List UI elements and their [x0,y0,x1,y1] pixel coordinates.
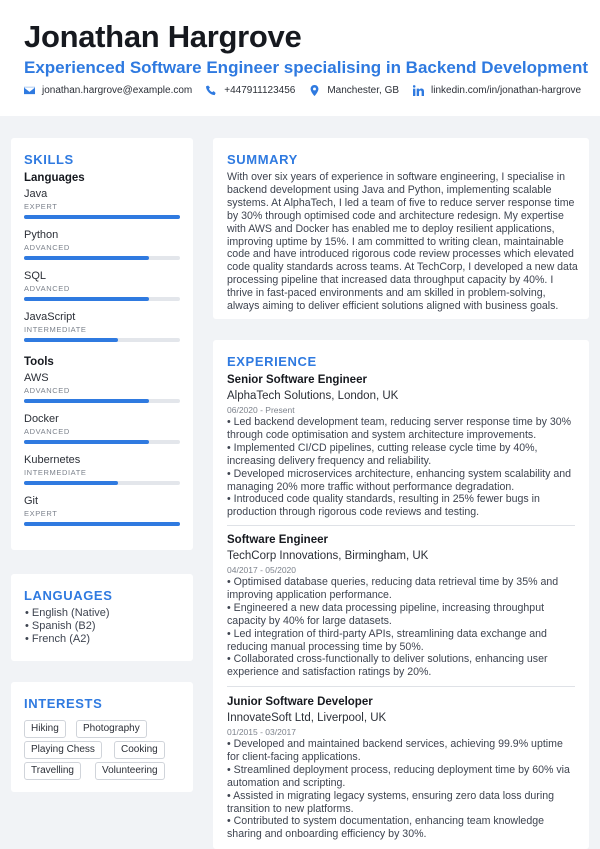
interest-tag: Volunteering [95,762,165,780]
skill-bar [24,297,180,301]
experience-card [213,340,589,849]
job-dates: 06/2020 - Present [227,405,295,415]
list-item: • Led backend development team, reducing server response time by 30% through code optimisation and system architecture improvements. [227,416,572,441]
skill-level: INTERMEDIATE [24,468,87,477]
contact-email-text: jonathan.hargrove@example.com [42,85,193,96]
job-entry [227,533,577,679]
skill-bar-fill [24,522,180,526]
skill-bar-fill [24,215,180,219]
skill-item [24,372,180,403]
list-item: • English (Native) [25,607,110,619]
skill-level: ADVANCED [24,427,70,436]
list-item: • Implemented CI/CD pipelines, cutting release cycle time by 40%, increasing delivery frequency and reliability. [227,441,538,467]
job-company: TechCorp Innovations, Birmingham, UK [227,550,429,562]
job-title: Senior Software Engineer [227,374,367,386]
job-title: Software Engineer [227,534,328,546]
job-dates: 01/2015 - 03/2017 [227,727,297,737]
contact-email[interactable] [24,85,192,96]
list-item: • Streamlined deployment process, reducing deployment time by 60% via automation and scripting. [227,763,570,789]
skill-name: JavaScript [24,311,76,323]
skill-level: ADVANCED [24,284,70,293]
list-item: • Introduced code quality standards, resulting in 25% fewer bugs in production through rigorous code reviews and testing. [227,493,540,519]
skill-name: Kubernetes [24,454,81,466]
skill-bar [24,522,180,526]
linkedin-icon [413,85,424,96]
skill-level: EXPERT [24,202,58,211]
skill-item [24,270,180,301]
location-pin-icon [309,85,320,96]
interest-tag: Playing Chess [24,741,102,759]
contact-row [24,85,595,96]
summary-title: SUMMARY [227,152,298,167]
interests-title: INTERESTS [24,696,103,711]
skill-name: Git [24,495,39,507]
skill-bar-fill [24,440,149,444]
skill-bar-fill [24,481,118,485]
skill-name: Python [24,229,59,241]
skill-bar-fill [24,338,118,342]
list-item: • Led integration of third-party APIs, streamlining data exchange and reducing manual processing time by 50%. [227,627,547,653]
skill-bar-fill [24,399,149,403]
interest-tag: Hiking [24,720,66,738]
skill-item [24,188,180,219]
job-entry [227,373,577,519]
list-item: • Spanish (B2) [25,620,96,632]
phone-icon [206,85,217,96]
skills-card [11,138,193,550]
skill-bar [24,440,180,444]
languages-card [11,574,193,661]
job-dates: 04/2017 - 05/2020 [227,565,297,575]
skill-name: AWS [24,372,49,384]
skill-item [24,413,180,444]
skills-group-title-tools: Tools [24,356,54,368]
job-bullets [227,576,577,679]
languages-list [25,607,110,646]
job-title: Junior Software Developer [227,696,373,708]
divider [227,686,575,687]
contact-location [309,85,399,96]
skill-bar [24,256,180,260]
skill-bar [24,215,180,219]
contact-linkedin[interactable] [413,85,581,96]
skill-level: ADVANCED [24,386,70,395]
skill-level: EXPERT [24,509,58,518]
summary-card [213,138,589,319]
skill-item [24,495,180,526]
job-company: AlphaTech Solutions, London, UK [227,390,399,402]
list-item: • French (A2) [25,633,90,645]
contact-linkedin-text: linkedin.com/in/jonathan-hargrove [431,85,582,96]
job-company: InnovateSoft Ltd, Liverpool, UK [227,712,387,724]
interest-tag: Photography [76,720,147,738]
job-entry [227,695,577,841]
languages-title: LANGUAGES [24,588,113,603]
mail-icon [24,85,35,96]
skill-name: Docker [24,413,59,425]
skill-level: ADVANCED [24,243,70,252]
list-item: • Developed microservices architecture, enhancing system scalability and managing 20% more traffic without performance degradation. [227,467,572,493]
skill-bar [24,338,180,342]
job-bullets [227,738,577,841]
skill-name: Java [24,188,48,200]
interest-tag: Travelling [24,762,81,780]
skill-bar [24,399,180,403]
interests-card [11,682,193,792]
experience-title: EXPERIENCE [227,354,317,369]
list-item: • Optimised database queries, reducing data retrieval time by 35% and improving application performance. [227,576,559,601]
contact-location-text: Manchester, GB [327,85,400,96]
skills-group-title-languages: Languages [24,172,85,184]
resume-header [0,0,600,116]
job-bullets [227,416,577,519]
contact-phone-text: +447911123456 [224,85,296,96]
candidate-name: Jonathan Hargrove [24,19,302,54]
divider [227,525,575,526]
candidate-headline: Experienced Software Engineer specialising in Backend Development [24,58,589,77]
list-item: • Engineered a new data processing pipeline, increasing throughput capacity by 40% for large datasets. [227,601,545,627]
list-item: • Developed and maintained backend services, achieving 99.9% uptime for client-facing applications. [227,738,563,763]
skill-bar [24,481,180,485]
skill-level: INTERMEDIATE [24,325,87,334]
list-item: • Assisted in migrating legacy systems, ensuring zero data loss during transition to new platforms. [227,789,554,815]
skill-bar-fill [24,256,149,260]
contact-phone[interactable] [206,85,295,96]
skill-item [24,454,180,485]
skill-item [24,311,180,342]
summary-text: With over six years of experience in software engineering, I specialise in backend development using Java and Python, implementing scalable systems. At AlphaTech, I led a team of five to reduce server response time by 30% through optimised code and architecture redesign. My expertise with AWS and Docker has enabled me to deploy resilient applications, improving uptime by 15%. I am committed to writing clean, maintainable code and have introduced rigorous code review processes which elevated code quality standards across teams. At TechCorp, I developed a new data processing pipeline that increased data throughput capacity by 40%. I thrive in fast-paced environments and am skilled in problem-solving, always aiming to deliver efficient solutions aligned with business goals. [227,171,578,313]
skill-bar-fill [24,297,149,301]
list-item: • Contributed to system documentation, enhancing team knowledge sharing and onboarding efficiency by 30%. [227,815,545,841]
skill-name: SQL [24,270,47,282]
skill-item [24,229,180,260]
skills-title: SKILLS [24,152,74,167]
interest-tag: Cooking [114,741,165,759]
list-item: • Collaborated cross-functionally to deliver solutions, enhancing user experience and satisfaction ratings by 20%. [227,653,548,679]
